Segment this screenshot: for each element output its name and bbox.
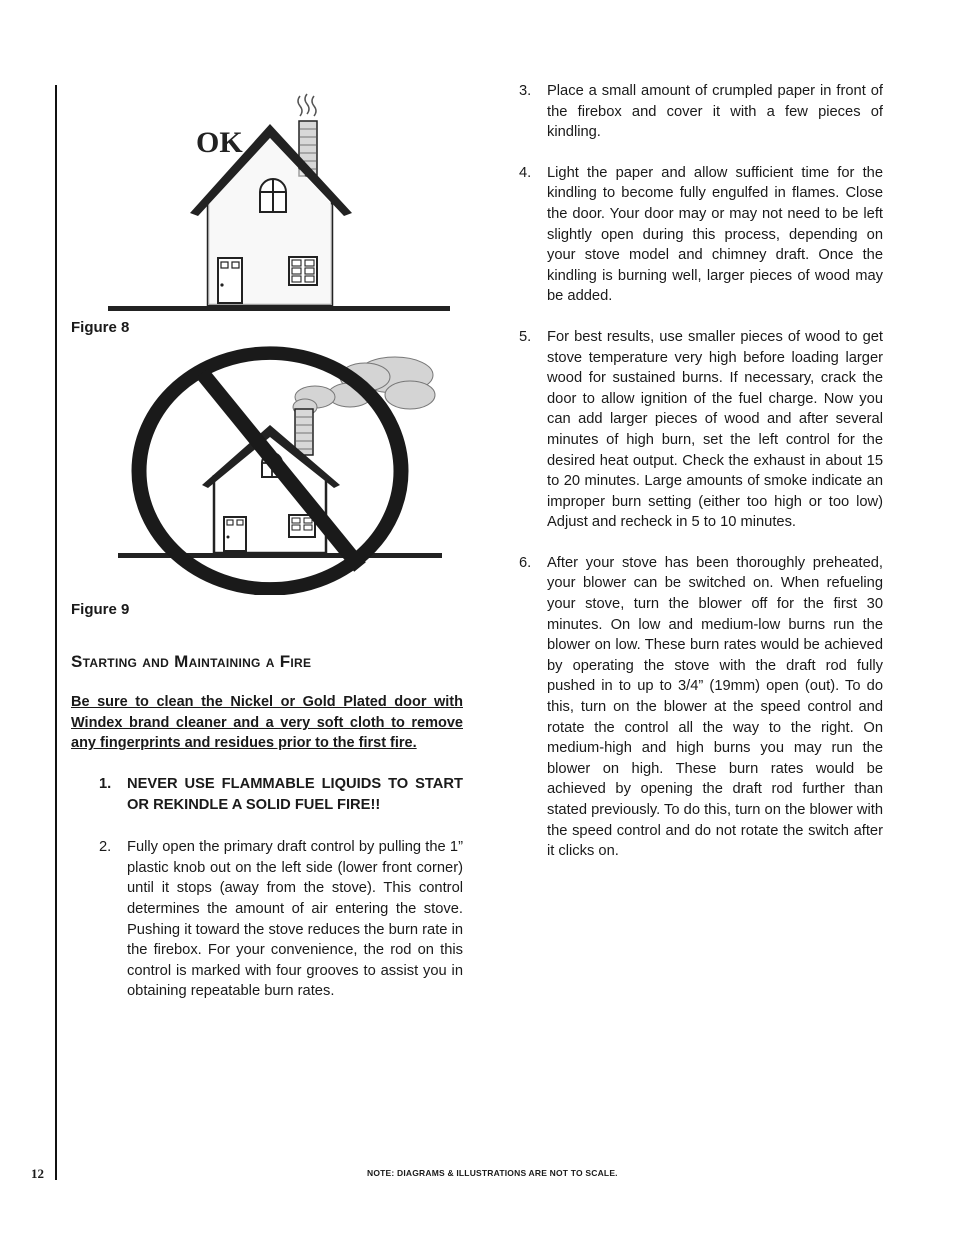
step-text: For best results, use smaller pieces of wood to get stove temperature very high before loading larger wood for sustained burns. If necessary, crack the door to allow ignition of the fuel charge. Now you can add larger pieces of wood and after several minutes of high burn, set the left control for the desired heat output. Check the exhaust in about 15 to 20 minutes. Large amounts of smoke indicate an improper burn setting (either too high or too low) Adjust and recheck in 5 to 10 minutes. xyxy=(547,328,883,531)
page-number: 12 xyxy=(31,1166,44,1181)
step-number: 3. xyxy=(519,83,532,99)
step-number: 1. xyxy=(99,776,112,792)
steps-list-right xyxy=(519,81,883,862)
step-text: Fully open the primary draft control by pulling the 1” plastic knob out on the left side (lower front corner) until it stops (away from the stove). This control determines the amount of air entering the stove. Pushing it toward the stove reduces the burn rate in the firebox. For your convenience, the rod on this control is marked with four grooves to assist you in obtaining repeatable burn rates. xyxy=(127,839,463,1000)
figure-8-caption: Figure 8 xyxy=(71,319,130,336)
list-item xyxy=(519,327,883,533)
step-text: NEVER USE FLAMMABLE LIQUIDS TO START OR REKINDLE A SOLID FUEL FIRE!! xyxy=(127,776,463,813)
figure-8-illustration xyxy=(100,88,460,318)
step-number: 2. xyxy=(99,839,112,856)
ok-label: OK xyxy=(196,126,243,159)
list-item xyxy=(99,774,463,815)
step-text: After your stove has been thoroughly preheated, your blower can be switched on. When refueling your stove, turn the blower off for the first 30 minutes. On low and medium-low burns run the blower on low. These burn rates would be achieved by operating the stove with the draft rod fully pushed in to up to 3/4” (19mm) open (out). To do this, turn on the blower at the speed control and rotate the control all the way to the right. On medium-high and high burns you may run the blower on high. These burn rates would be achieved by opening the draft rod further than stated previously. To do this, turn on the blower with the speed control and do not rotate the switch after it clicks on. xyxy=(547,554,883,860)
list-item xyxy=(519,553,883,862)
step-text: Light the paper and allow sufficient time for the kindling to become fully engulfed in flames. Close the door. Your door may or may not need to be left slightly open during this process, depending on your stove model and chimney draft. Once the kindling is burning well, larger pieces of wood may be added. xyxy=(547,164,883,305)
step-text: Place a small amount of crumpled paper in front of the firebox and cover it with a few pieces of kindling. xyxy=(547,83,883,141)
step-number: 6. xyxy=(519,554,532,571)
steps-list-left xyxy=(99,774,463,1002)
list-item xyxy=(519,81,883,143)
figure-9-caption: Figure 9 xyxy=(71,601,130,618)
section-title: Starting and Maintaining a Fire xyxy=(71,652,312,671)
list-item xyxy=(519,163,883,307)
list-item xyxy=(99,837,463,1002)
step-number: 5. xyxy=(519,328,532,345)
footer-note: NOTE: DIAGRAMS & ILLUSTRATIONS ARE NOT TO SCALE. xyxy=(367,1168,618,1178)
step-number: 4. xyxy=(519,164,532,181)
figure-9-illustration xyxy=(110,345,450,595)
left-margin-rule xyxy=(55,85,57,1180)
cleaning-warning: Be sure to clean the Nickel or Gold Plated door with Windex brand cleaner and a very soft cloth to remove any fingerprints and residues prior to the first fire. xyxy=(71,694,463,752)
